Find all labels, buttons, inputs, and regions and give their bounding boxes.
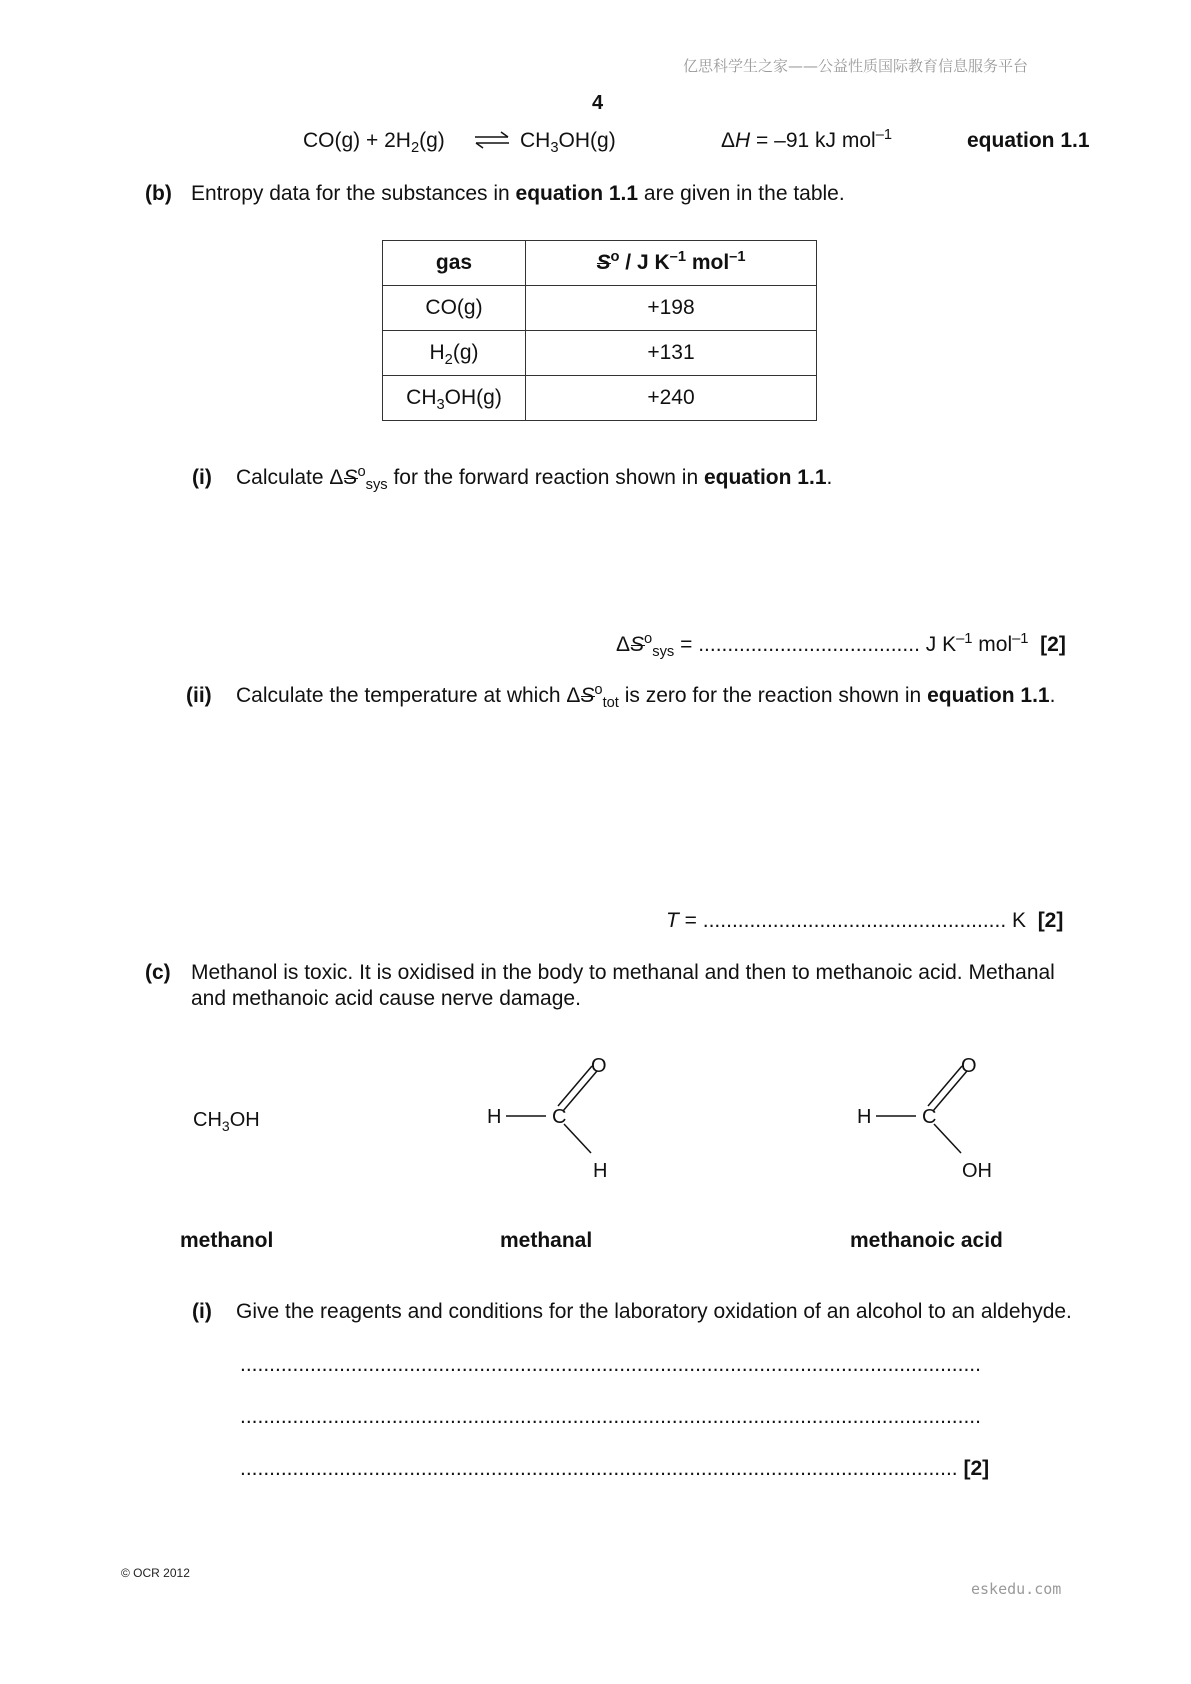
- answer-dots[interactable]: ....................................................: [702, 909, 1007, 932]
- answer-line-1[interactable]: ...............................................................................................................................: [240, 1353, 981, 1376]
- part-c-line2: and methanoic acid cause nerve damage.: [191, 987, 581, 1010]
- acid-carbon: C: [922, 1106, 937, 1128]
- entropy-cell: +131: [526, 331, 817, 376]
- table-row: [383, 286, 817, 331]
- part-b-ii-question: Calculate the temperature at which $\Delta S^o_{tot}$ is zero for the reaction shown in equation 1.1.: [236, 681, 1056, 712]
- header-gas: gas: [383, 241, 526, 286]
- methanal-hydrogen-left: H: [487, 1106, 502, 1128]
- methanol-formula: $CH_3OH$: [193, 1109, 260, 1134]
- methanal-carbon: C: [552, 1106, 567, 1128]
- entropy-cell: +198: [526, 286, 817, 331]
- table-row: [383, 376, 817, 421]
- answer-dots[interactable]: ......................................: [698, 633, 920, 656]
- methanal-hydrogen-bottom: H: [593, 1160, 608, 1182]
- table-row: [383, 331, 817, 376]
- part-c-marker: (c): [145, 961, 171, 984]
- equation-label: equation 1.1: [967, 129, 1090, 152]
- copyright: © OCR 2012: [121, 1566, 190, 1580]
- entropy-cell: +240: [526, 376, 817, 421]
- part-c-i-question: Give the reagents and conditions for the laboratory oxidation of an alcohol to an aldehyde.: [236, 1300, 1072, 1323]
- marks: [2]: [963, 1457, 990, 1480]
- part-b-marker: (b): [145, 182, 172, 205]
- part-c-i-marker: (i): [192, 1300, 212, 1323]
- gas-cell: CO(g): [383, 286, 526, 331]
- acid-oxygen: O: [961, 1055, 977, 1077]
- marks: [2]: [1040, 633, 1066, 656]
- answer-line-2[interactable]: ...............................................................................................................................: [240, 1405, 981, 1428]
- part-c-line1: Methanol is toxic. It is oxidised in the body to methanal and then to methanoic acid. Methanal: [191, 961, 1055, 984]
- table-header-row: [383, 241, 817, 286]
- equation-reactants: $CO(g) + 2H_2(g)$: [303, 129, 445, 157]
- part-b-text: Entropy data for the substances in equation 1.1 are given in the table.: [191, 182, 845, 205]
- marks: [2]: [1037, 909, 1064, 932]
- bottom-watermark: eskedu.com: [971, 1580, 1062, 1598]
- acid-hydroxyl: OH: [962, 1160, 992, 1182]
- part-b-i-answer-line: $\Delta S^o_{sys}$ = ...................................... J $K^{-1}$ mol$^{-1}$ [2]: [616, 630, 1066, 661]
- gas-cell: $CH_3OH(g)$: [383, 376, 526, 421]
- part-b-i-marker: (i): [192, 466, 212, 489]
- acid-hydrogen-left: H: [857, 1106, 872, 1128]
- part-b-ii-answer-line: T = .................................................... K [2]: [666, 909, 1064, 932]
- answer-line-3: ........................................................................................................................... [2]: [240, 1457, 990, 1480]
- methanol-name: methanol: [180, 1229, 274, 1252]
- enthalpy-change: ΔH = –91 kJ mol$^{-1}$: [721, 126, 893, 152]
- part-b-i-question: Calculate $\Delta S^o_{sys}$ for the forward reaction shown in equation 1.1.: [236, 463, 833, 494]
- entropy-table: [382, 240, 817, 421]
- top-watermark: 亿思科学生之家——公益性质国际教育信息服务平台: [683, 57, 1029, 75]
- gas-cell: $H_2(g)$: [383, 331, 526, 376]
- methanal-name: methanal: [500, 1229, 593, 1252]
- methanoic-acid-name: methanoic acid: [850, 1229, 1003, 1252]
- equation-product: $CH_3OH(g)$: [520, 129, 616, 157]
- header-entropy: $S^o$ / J $K^{-1}$ mol$^{-1}$: [526, 241, 817, 286]
- methanal-oxygen: O: [591, 1055, 607, 1077]
- part-b-ii-marker: (ii): [186, 684, 212, 707]
- equilibrium-arrow-icon: [473, 131, 511, 149]
- page-number: 4: [592, 92, 604, 114]
